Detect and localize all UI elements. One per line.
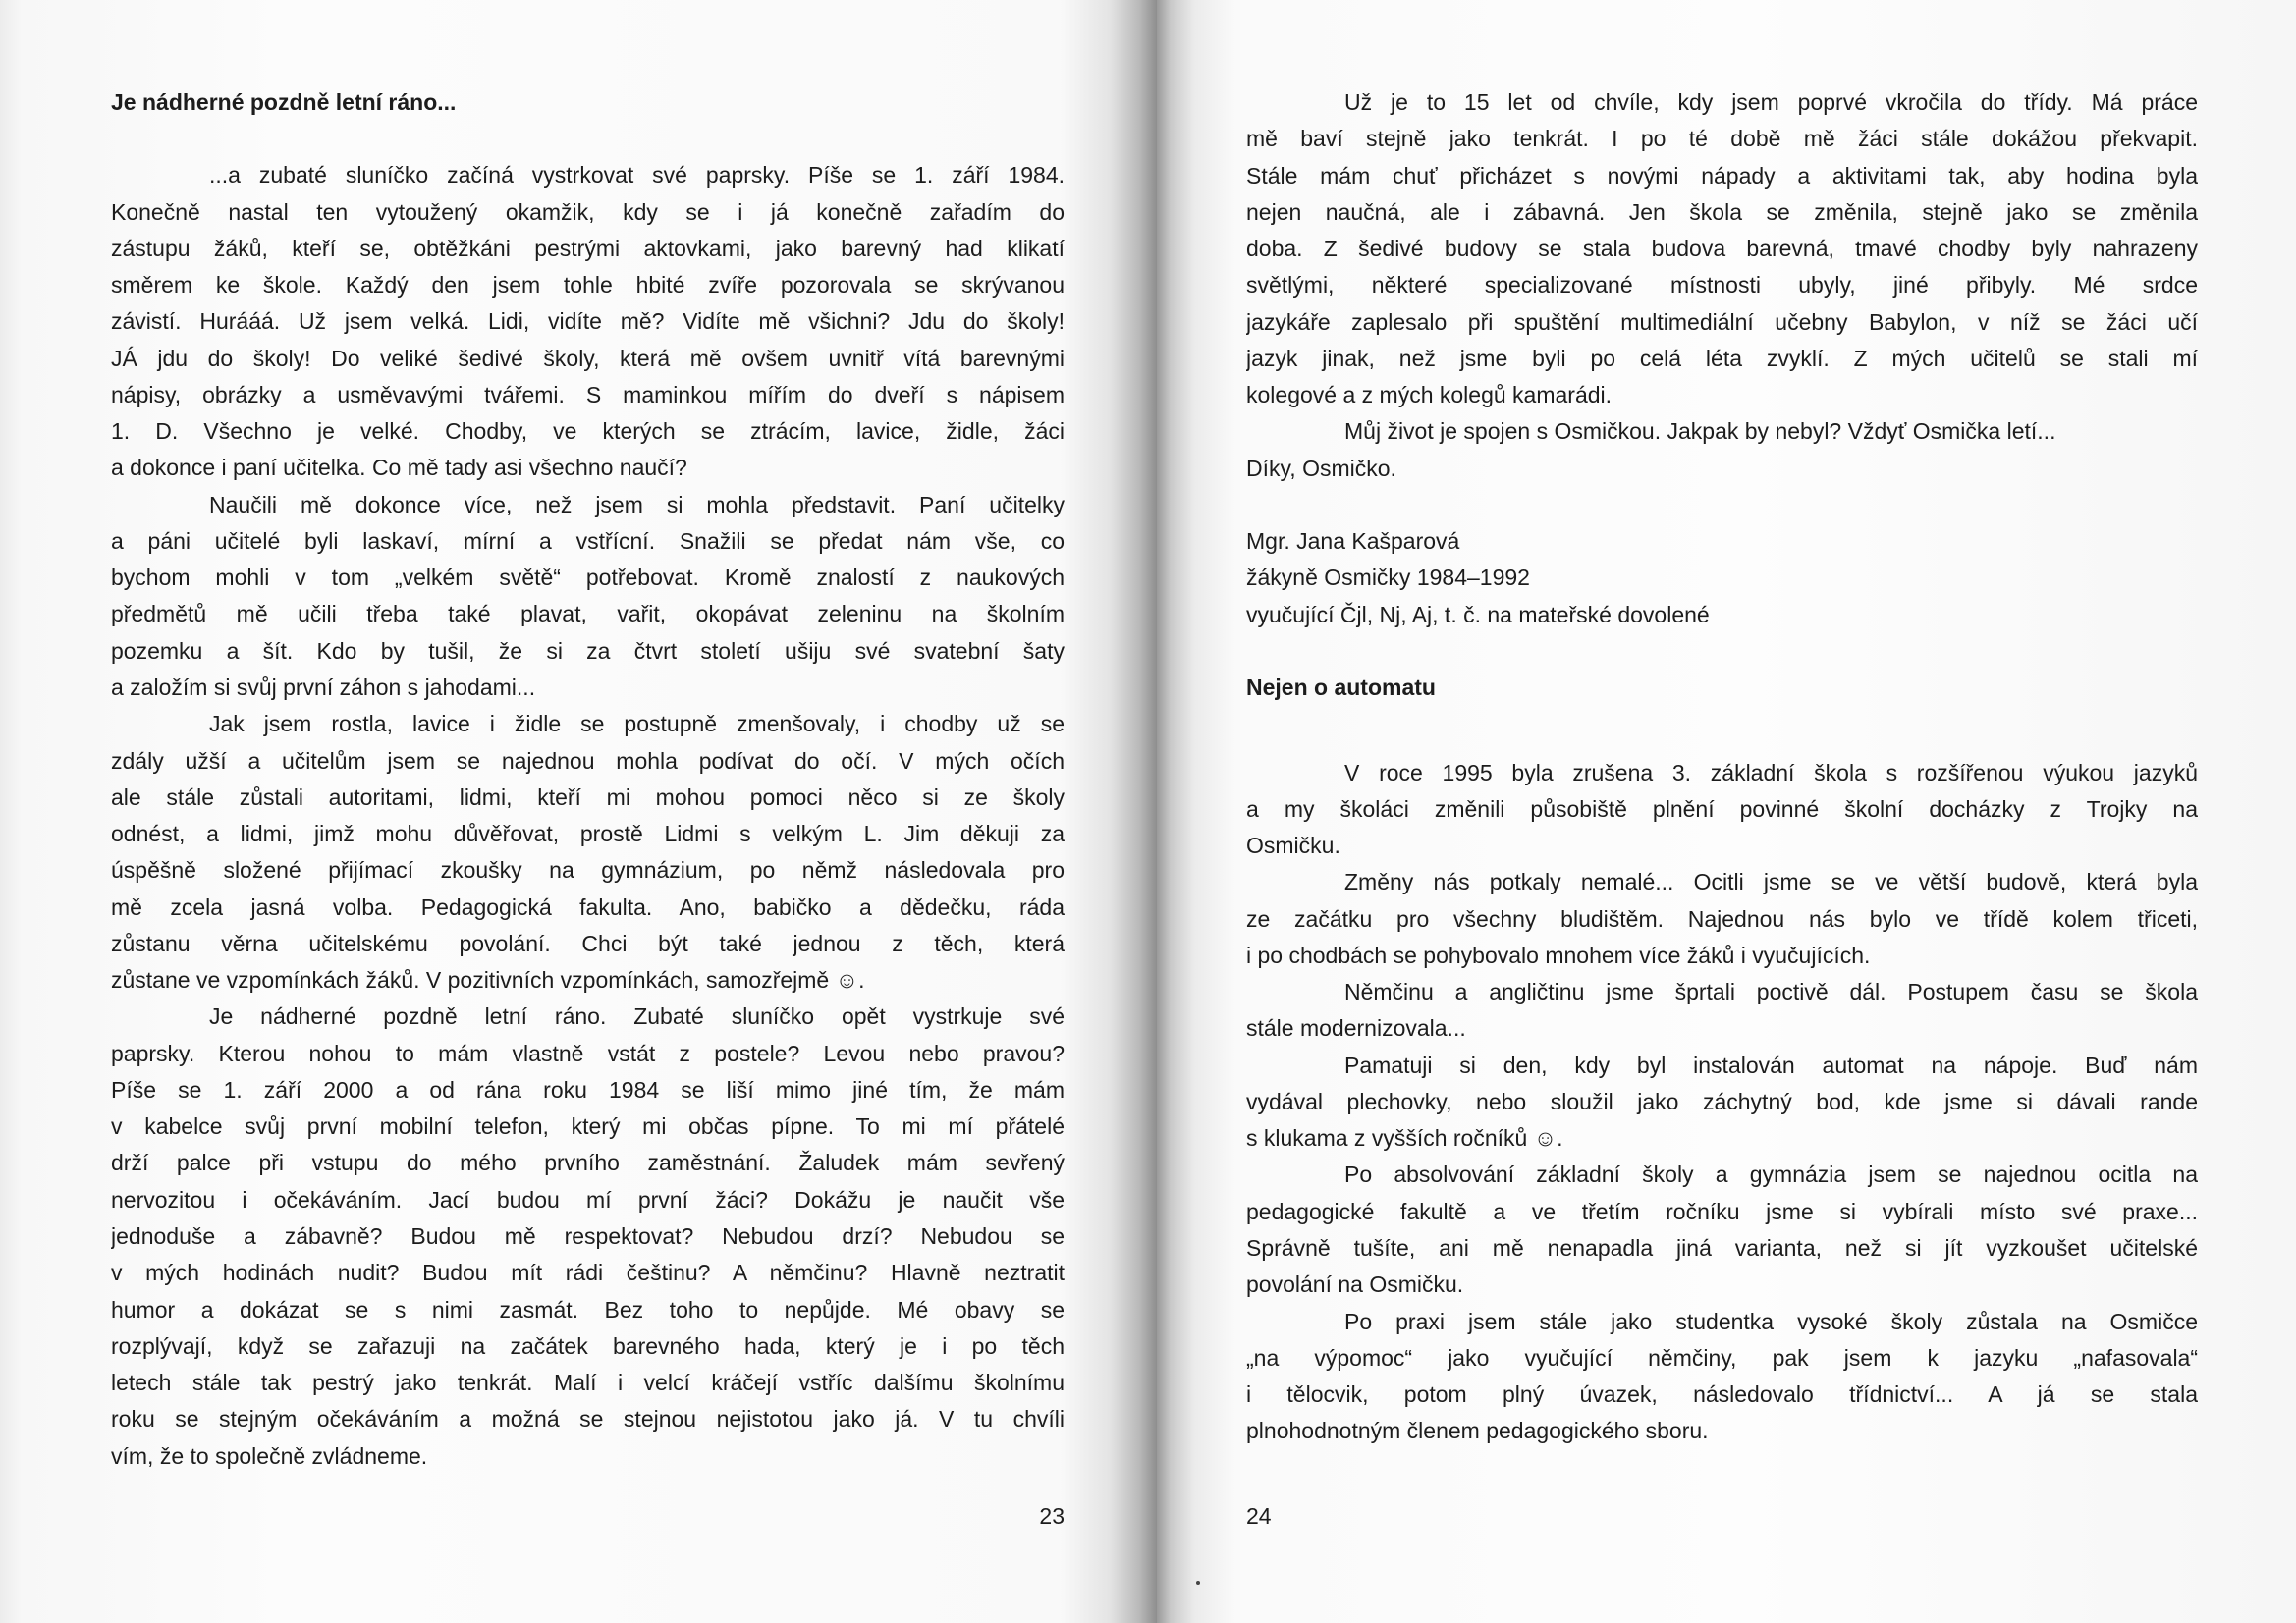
text-line: Němčinu a angličtinu jsme šprtali poctivě dál. Postupem času se škola: [1344, 979, 2198, 1005]
text-line: jazyk jinak, než jsme byli po celá léta zvyklí. Z mých učitelů se stali mí: [1246, 345, 2198, 371]
text-line: Konečně nastal ten vytoužený okamžik, kdy se i já konečně zařadím do: [111, 198, 1065, 225]
text-line: rozplývají, když se zařazuji na začátek barevného hada, který je i po těch: [111, 1332, 1065, 1359]
text-line: ...a zubaté sluníčko začíná vystrkovat své paprsky. Píše se 1. září 1984.: [209, 162, 1065, 189]
text-line: Díky, Osmičko.: [1246, 455, 1396, 481]
text-line: zůstane ve vzpomínkách žáků. V pozitivních vzpomínkách, samozřejmě ☺.: [111, 967, 865, 994]
text-line: 1. D. Všechno je velké. Chodby, ve kterých se ztrácím, lavice, židle, žáci: [111, 418, 1065, 445]
text-line: Jak jsem rostla, lavice i židle se postupně zmenšovaly, i chodby už se: [209, 711, 1065, 737]
text-line: a my školáci změnili působiště plnění povinné školní docházky z Trojky na: [1246, 795, 2198, 822]
paragraph: [1246, 84, 2198, 413]
text-line: bychom mohli v tom „velkém světě“ potřebovat. Kromě znalostí z naukových: [111, 565, 1065, 591]
text-line: paprsky. Kterou nohou to mám vlastně vstát z postele? Levou nebo pravou?: [111, 1040, 1065, 1066]
page-number-left: 23: [1039, 1503, 1065, 1529]
text-line: Píše se 1. září 2000 a od rána roku 1984 se liší mimo jiné tím, že mám: [111, 1076, 1065, 1103]
page-number-right: 24: [1246, 1503, 1272, 1529]
text-line: humor a dokázat se s nimi zasmát. Bez toho to nepůjde. Mé obavy se: [111, 1296, 1065, 1323]
print-speck: [1196, 1581, 1200, 1585]
text-line: odnést, a lidmi, jimž mohu důvěřovat, prostě Lidmi s velkým L. Jim děkuji za: [111, 821, 1065, 847]
left-page-text: [111, 84, 1065, 1475]
text-line: závistí. Hurááá. Už jsem velká. Lidi, vidíte mě? Vidíte mě všichni? Jdu do školy!: [111, 308, 1065, 335]
text-line: drží palce při vstupu do mého prvního zaměstnání. Žaludek mám sevřený: [111, 1150, 1065, 1176]
text-line: zástupu žáků, kteří se, obtěžkáni pestrými aktovkami, jako barevný had klikatí: [111, 235, 1065, 261]
text-line: JÁ jdu do školy! Do veliké šedivé školy, která mě ovšem uvnitř vítá barevnými: [111, 345, 1065, 371]
text-line: Můj život je spojen s Osmičkou. Jakpak by nebyl? Vždyť Osmička letí...: [1344, 418, 2056, 445]
text-line: pedagogické fakultě a ve třetím ročníku jsme si vybírali místo své praxe...: [1246, 1198, 2198, 1224]
paragraph: [1246, 1048, 2198, 1158]
paragraph: [111, 706, 1065, 999]
text-line: v kabelce svůj první mobilní telefon, který mi občas pípne. To mi mí přátelé: [111, 1113, 1065, 1140]
text-line: Po absolvování základní školy a gymnázia jsem se najednou ocitla na: [1344, 1162, 2198, 1188]
text-line: povolání na Osmičku.: [1246, 1271, 1464, 1298]
text-line: jazykáře zaplesalo při spuštění multimediální učebny Babylon, v níž se žáci učí: [1246, 308, 2198, 335]
text-line: ale stále zůstali autoritami, lidmi, kteří mi mohou pomoci něco si ze školy: [111, 784, 1065, 810]
text-line: zdály užší a učitelům jsem se najednou mohla podívat do očí. V mých očích: [111, 747, 1065, 774]
signature-teaching: vyučující Čjl, Nj, Aj, t. č. na mateřské dovolené: [1246, 601, 1710, 627]
text-line: zůstanu věrna učitelskému povolání. Chci být také jednou z těch, která: [111, 930, 1065, 956]
text-line: mě baví stejně jako tenkrát. I po té době mě žáci stále dokážou překvapit.: [1246, 126, 2198, 152]
text-line: vím, že to společně zvládneme.: [111, 1442, 428, 1469]
text-line: „na výpomoc“ jako vyučující němčiny, pak jsem k jazyku „nafasovala“: [1246, 1344, 2198, 1371]
text-line: a založím si svůj první záhon s jahodami...: [111, 674, 536, 700]
text-line: Stále mám chuť přicházet s novými nápady a aktivitami tak, aby hodina byla: [1246, 162, 2198, 189]
text-line: doba. Z šedivé budovy se stala budova barevná, tmavé chodby byly nahrazeny: [1246, 236, 2198, 262]
text-line: V roce 1995 byla zrušena 3. základní škola s rozšířenou výukou jazyků: [1344, 759, 2198, 785]
paragraph: [1246, 413, 2198, 487]
text-line: jednoduše a zábavně? Budou mě respektovat? Nebudou drzí? Nebudou se: [111, 1222, 1065, 1249]
text-line: letech stále tak pestrý jako tenkrát. Malí i velcí kráčejí vstříc dalšímu školnímu: [111, 1370, 1065, 1396]
signature-name: Mgr. Jana Kašparová: [1246, 528, 1460, 555]
text-line: směrem ke škole. Každý den jsem tohle hbité zvíře pozorovala se skrývanou: [111, 272, 1065, 298]
text-line: pozemku a šít. Kdo by tušil, že si za čtvrt století ušiju své svatební šaty: [111, 637, 1065, 664]
text-line: Osmičku.: [1246, 833, 1340, 859]
text-line: Už je to 15 let od chvíle, kdy jsem poprvé vkročila do třídy. Má práce: [1344, 89, 2198, 115]
right-page-text: [1246, 84, 2198, 1450]
spacer: [1246, 633, 2198, 670]
paragraph: [111, 157, 1065, 486]
text-line: v mých hodinách nudit? Budou mít rádi češtinu? A němčinu? Hlavně neztratit: [111, 1260, 1065, 1286]
paragraph: [1246, 1304, 2198, 1450]
text-line: Správně tušíte, ani mě nenapadla jiná varianta, než si jít vyzkoušet učitelské: [1246, 1234, 2198, 1261]
text-line: úspěšně složené přijímací zkoušky na gymnázium, po němž následovala pro: [111, 857, 1065, 884]
paragraph: [1246, 974, 2198, 1048]
text-line: kolegové a z mých kolegů kamarádi.: [1246, 382, 1613, 408]
signature-pupil: žákyně Osmičky 1984–1992: [1246, 565, 1530, 591]
paragraph: [1246, 1157, 2198, 1303]
text-line: předmětů mě učili třeba také plavat, vařit, okopávat zeleninu na školním: [111, 601, 1065, 627]
text-line: i po chodbách se pohybovalo mnohem více žáků i vyučujících.: [1246, 942, 1871, 968]
text-line: ze začátku pro všechny bludištěm. Najednou nás bylo ve třídě kolem třiceti,: [1246, 905, 2198, 932]
text-line: i tělocvik, potom plný úvazek, následovalo třídnictví... A já se stala: [1246, 1381, 2198, 1408]
text-line: a dokonce i paní učitelka. Co mě tady asi všechno naučí?: [111, 455, 687, 481]
paragraph: [1246, 755, 2198, 865]
text-line: Naučili mě dokonce více, než jsem si mohla představit. Paní učitelky: [209, 491, 1065, 517]
text-line: plnohodnotným členem pedagogického sboru.: [1246, 1418, 1709, 1444]
text-line: světlými, některé specializované místnosti ubyly, jiné přibyly. Mé srdce: [1246, 272, 2198, 298]
text-line: vydával plechovky, nebo sloužil jako záchytný bod, kde jsme si dávali rande: [1246, 1088, 2198, 1114]
text-line: stále modernizovala...: [1246, 1015, 1466, 1042]
text-line: nápisy, obrázky a usměvavými tvářemi. S maminkou mířím do dveří s nápisem: [111, 381, 1065, 407]
chapter-heading: Je nádherné pozdně letní ráno...: [111, 89, 457, 115]
text-line: s klukama z vyšších ročníků ☺.: [1246, 1125, 1563, 1152]
paragraph: [111, 999, 1065, 1474]
text-line: mě zcela jasná volba. Pedagogická fakulta. Ano, babičko a dědečku, ráda: [111, 893, 1065, 920]
paragraph: [1246, 864, 2198, 974]
text-line: a páni učitelé byli laskaví, mírní a vstřícní. Snažili se předat nám vše, co: [111, 527, 1065, 554]
signature: [1246, 523, 2198, 633]
text-line: nervozitou i očekáváním. Jací budou mí první žáci? Dokážu je naučit vše: [111, 1186, 1065, 1213]
text-line: Změny nás potkaly nemalé... Ocitli jsme se ve větší budově, která byla: [1344, 869, 2198, 895]
section-heading: Nejen o automatu: [1246, 675, 1436, 701]
text-line: nejen naučná, ale i zábavná. Jen škola se změnila, stejně jako se změnila: [1246, 198, 2198, 225]
text-line: Po praxi jsem stále jako studentka vysoké školy zůstala na Osmičce: [1344, 1308, 2198, 1334]
text-line: Je nádherné pozdně letní ráno. Zubaté sluníčko opět vystrkuje své: [209, 1003, 1065, 1030]
text-line: roku se stejným očekáváním a možná se stejnou nejistotou jako já. V tu chvíli: [111, 1406, 1065, 1433]
text-line: Pamatuji si den, kdy byl instalován automat na nápoje. Buď nám: [1344, 1052, 2198, 1078]
paragraph: [111, 487, 1065, 707]
spacer: [1246, 487, 2198, 523]
